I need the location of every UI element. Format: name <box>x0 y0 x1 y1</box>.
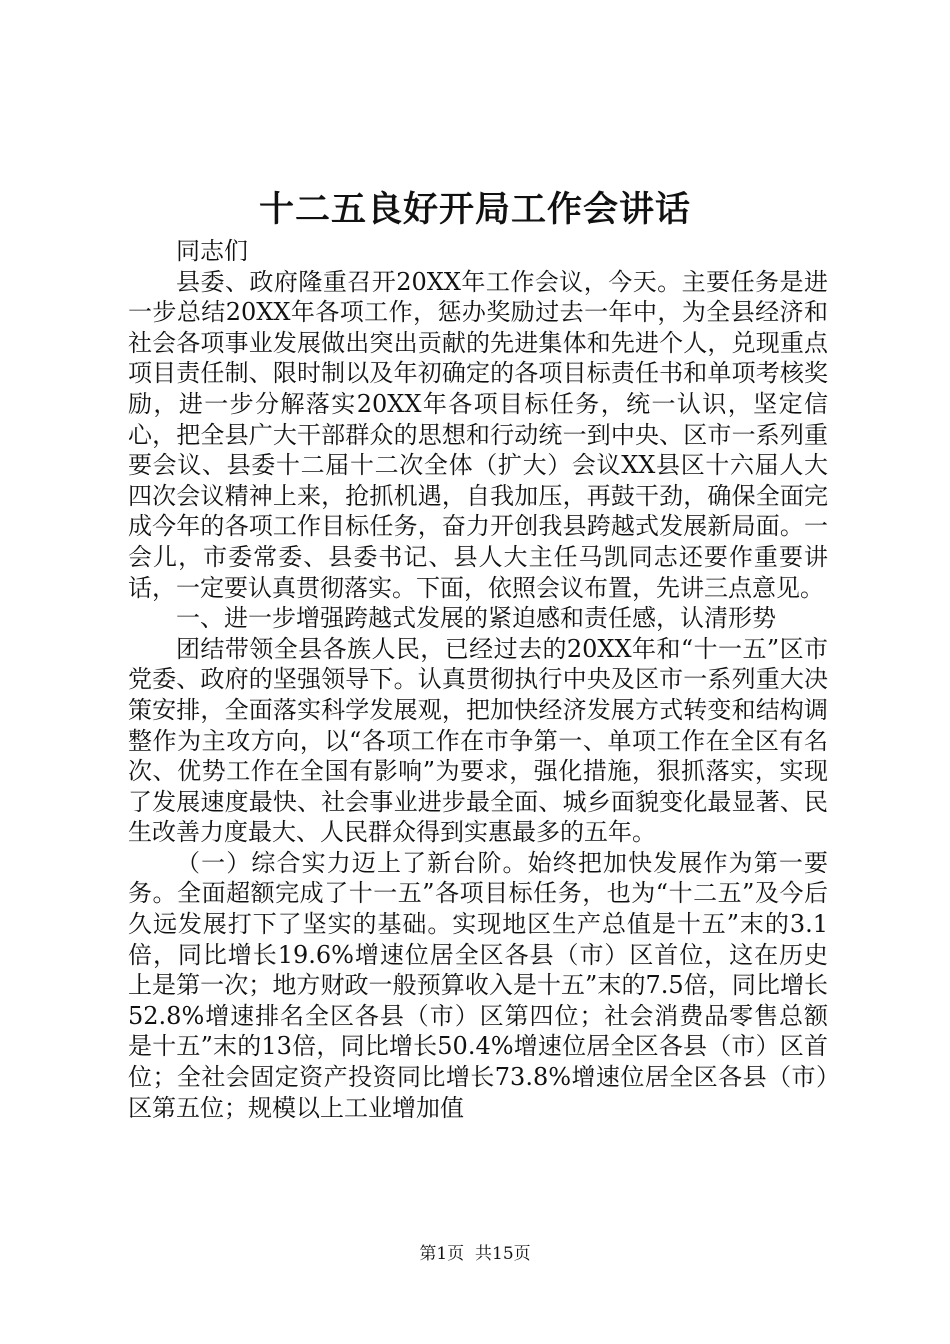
paragraph-review: 团结带领全县各族人民，已经过去的20XX年和“十一五”区市党委、政府的坚强领导下。认真贯彻执行中央及区市一系列重大决策安排，全面落实科学发展观，把加快经济发展方式转变和结构调整作为主攻方向，以“各项工作在市争第一、单项工作在全区有名次、优势工作在全国有影响”为要求，强化措施，狠抓落实，实现了发展速度最快、社会事业进步最全面、城乡面貌变化最显著、民生改善力度最大、人民群众得到实惠最多的五年。 <box>128 634 828 847</box>
section-heading-1: 一、进一步增强跨越式发展的紧迫感和责任感，认清形势 <box>176 604 776 633</box>
page-footer <box>0 1243 950 1265</box>
page-number: 第1页 <box>419 1244 465 1264</box>
page-total: 共15页 <box>475 1244 531 1264</box>
document-title: 十二五良好开局工作会讲话 <box>258 189 691 230</box>
paragraph-strength: （一）综合实力迈上了新台阶。始终把加快发展作为第一要务。全面超额完成了十一五”各项目标任务，也为“十二五”及今后久远发展打下了坚实的基础。实现地区生产总值是十五”末的3.1倍，同比增长19.6%增速位居全区各县（市）区首位，这在历史上是第一次；地方财政一般预算收入是十五”末的7.5倍，同比增长52.8%增速排名全区各县（市）区第四位；社会消费品零售总额是十五”末的13倍，同比增长50.4%增速位居全区各县（市）区首位；全社会固定资产投资同比增长73.8%增速位居全区各县（市）区第五位；规模以上工业增加值 <box>128 848 828 1122</box>
document-body <box>128 236 828 1123</box>
paragraph-intro: 县委、政府隆重召开20XX年工作会议，今天。主要任务是进一步总结20XX年各项工作，惩办奖励过去一年中，为全县经济和社会各项事业发展做出突出贡献的先进集体和先进个人，兑现重点项目责任制、限时制以及年初确定的各项目标责任书和单项考核奖励，进一步分解落实20XX年各项目标任务，统一认识，坚定信心，把全县广大干部群众的思想和行动统一到中央、区市一系列重要会议、县委十二届十二次全体（扩大）会议XX县区十六届人大四次会议精神上来，抢抓机遇，自我加压，再鼓干劲，确保全面完成今年的各项工作目标任务，奋力开创我县跨越式发展新局面。一会儿，市委常委、县委书记、县人大主任马凯同志还要作重要讲话，一定要认真贯彻落实。下面，依照会议布置，先讲三点意见。 <box>128 267 828 602</box>
paragraph-greeting: 同志们 <box>176 237 248 265</box>
